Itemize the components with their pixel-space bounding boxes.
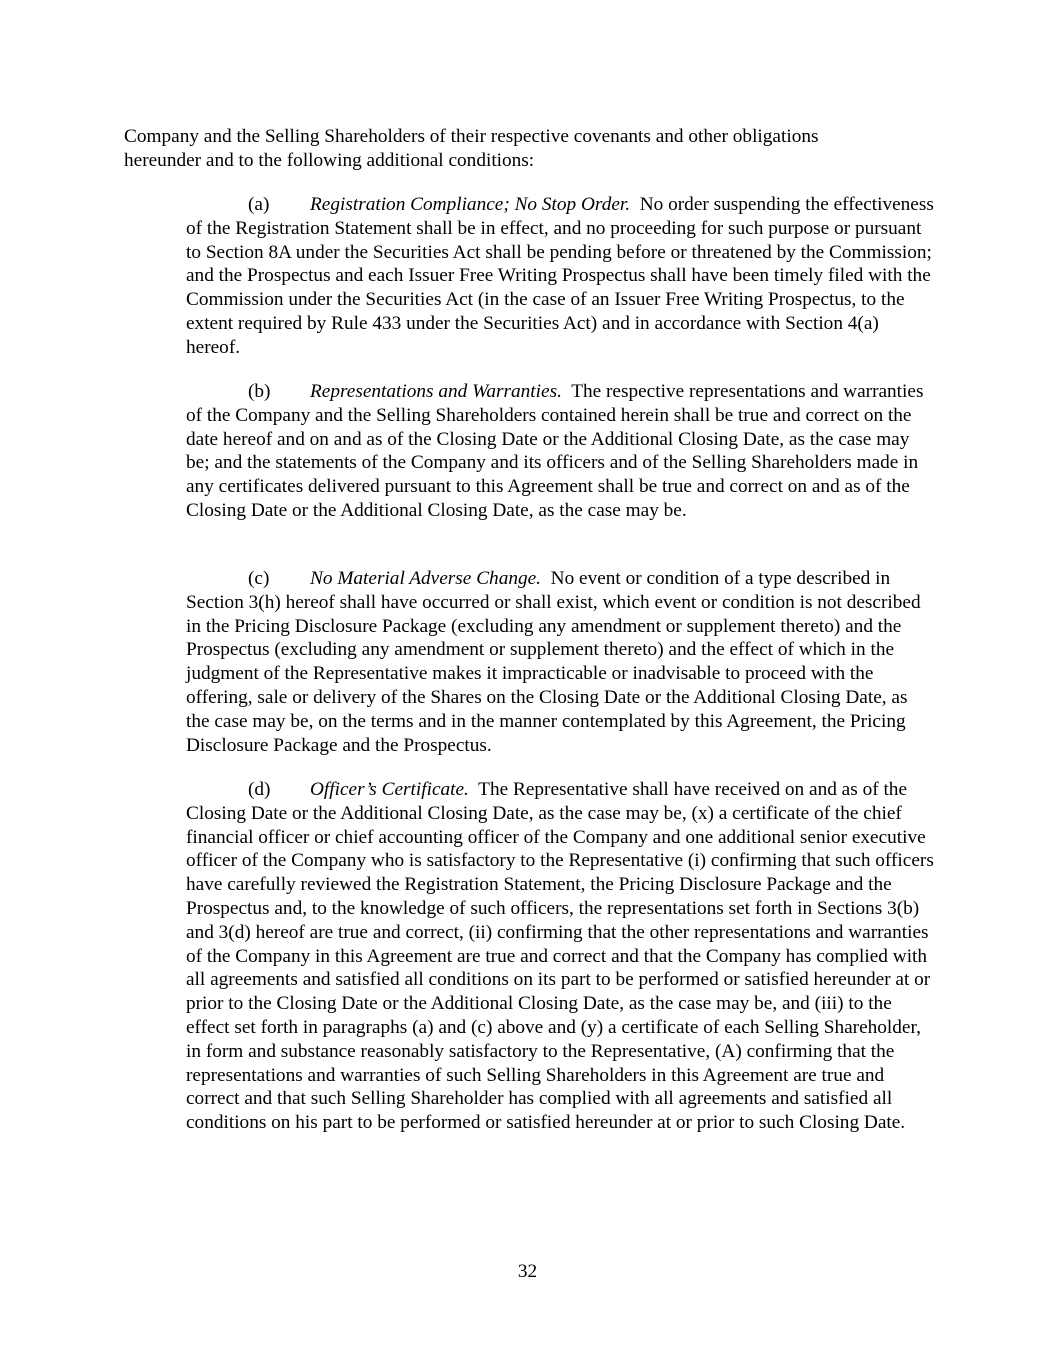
condition-paragraph-a [186,193,934,360]
paragraph-text: The Representative shall have received on and as of the Closing Date or the Additional Closing Date, as the case may be, (x) a certificate of the chief financial officer or chief accounting officer of the Company and one additional senior executive officer of the Company who is satisfactory to the Representative (i) confirming that such officers have carefully reviewed the Registration Statement, the Pricing Disclosure Package and the Prospectus and, to the knowledge of such officers, the representations set forth in Sections 3(b) and 3(d) hereof are true and correct, (ii) confirming that the other representations and warranties of the Company in this Agreement are true and correct and that the Company has complied with all agreements and satisfied all conditions on its part to be performed or satisfied hereunder at or prior to the Closing Date or the Additional Closing Date, as the case may be, and (iii) to the effect set forth in paragraphs (a) and (c) above and (y) a certificate of each Selling Shareholder, in form and substance reasonably satisfactory to the Representative, (A) confirming that the representations and warranties of such Selling Shareholders in this Agreement are true and correct and that such Selling Shareholder has complied with all agreements and satisfied all conditions on his part to be performed or satisfied hereunder at or prior to such Closing Date. [186,779,934,1134]
intro-paragraph: Company and the Selling Shareholders of their respective covenants and other obligations hereunder and to the following additional conditions: [124,126,819,171]
paragraph-heading: Registration Compliance; No Stop Order. [310,194,631,215]
paragraph-text: No order suspending the effectiveness of the Registration Statement shall be in effect, and no proceeding for such purpose or pursuant to Section 8A under the Securities Act shall be pending before or threatened by the Commission; and the Prospectus and each Issuer Free Writing Prospectus shall have been timely filed with the Commission under the Securities Act (in the case of an Issuer Free Writing Prospectus, to the extent required by Rule 433 under the Securities Act) and in accordance with Section 4(a) hereof. [186,194,934,358]
paragraph-label: (a) [248,194,270,215]
paragraph-text: The respective representations and warranties of the Company and the Selling Shareholders contained herein shall be true and correct on the date hereof and on and as of the Closing Date or the Additional Closing Date, as the case may be; and the statements of the Company and its officers and of the Selling Shareholders made in any certificates delivered pursuant to this Agreement shall be true and correct on and as of the Closing Date or the Additional Closing Date, as the case may be. [186,381,924,521]
paragraph-label: (b) [248,381,271,402]
page-number: 32 [517,1261,538,1282]
paragraph-label: (c) [248,568,270,589]
paragraph-text: No event or condition of a type described in Section 3(h) hereof shall have occurred or shall exist, which event or condition is not described in the Pricing Disclosure Package (excluding any amendment or supplement thereto) and the Prospectus (excluding any amendment or supplement thereto) and the effect of which in the judgment of the Representative makes it impracticable or inadvisable to proceed with the offering, sale or delivery of the Shares on the Closing Date or the Additional Closing Date, as the case may be, on the terms and in the manner contemplated by this Agreement, the Pricing Disclosure Package and the Prospectus. [186,568,921,756]
condition-paragraph-c [186,567,934,757]
condition-paragraph-d [186,778,934,1135]
paragraph-label: (d) [248,779,271,800]
paragraph-heading: Representations and Warranties. [310,381,562,402]
paragraph-heading: No Material Adverse Change. [310,568,541,589]
condition-paragraph-b [186,380,934,523]
paragraph-heading: Officer’s Certificate. [310,779,469,800]
